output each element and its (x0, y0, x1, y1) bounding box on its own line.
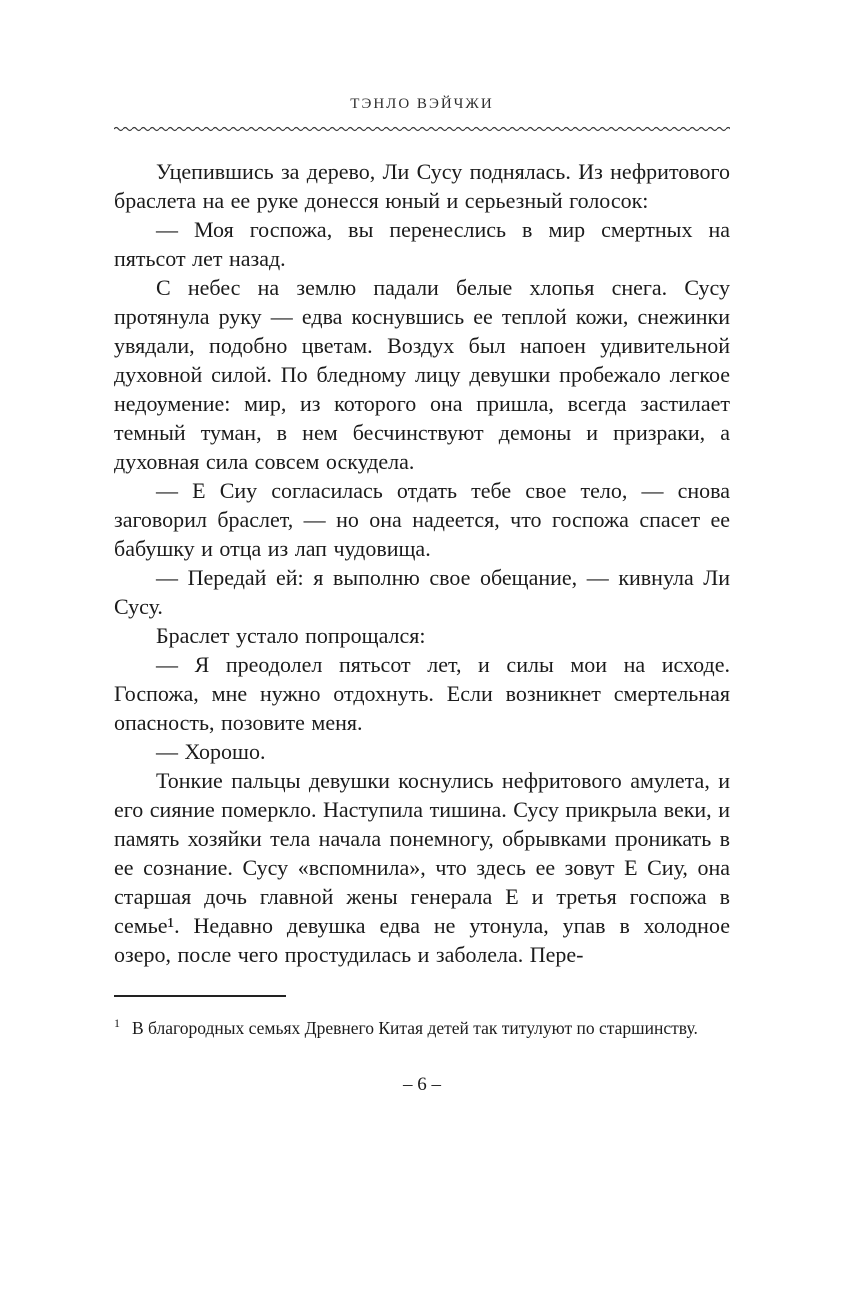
paragraph: С небес на землю падали белые хлопья снега. Сусу протянула руку — едва коснувшись ее теплой кожи, снежинки увядали, подобно цветам. Воздух был напоен удивительной духовной силой. По бледному лицу девушки пробежало легкое недоумение: мир, из которого она пришла, всегда застилает темный туман, в нем бесчинствуют демоны и призраки, а духовная сила совсем оскудела. (114, 275, 730, 474)
paragraph: — Я преодолел пятьсот лет, и силы мои на исходе. Госпожа, мне нужно отдохнуть. Если возникнет смертельная опасность, позовите меня. (114, 652, 730, 735)
page-number: – 6 – (403, 1074, 441, 1096)
paragraph: Тонкие пальцы девушки коснулись нефритового амулета, и его сияние померкло. Наступила тишина. Сусу прикрыла веки, и память хозяйки тела начала понемногу, обрывками проникать в ее сознание. Сусу «вспомнила», что здесь ее зовут Е Сиу, она старшая дочь главной жены генерала Е и третья госпожа в семье¹. Недавно девушка едва не утонула, упав в холодное озеро, после чего простудилась и заболела. Пере- (114, 768, 730, 967)
paragraph: Браслет устало попрощался: (156, 623, 426, 648)
paragraph: — Хорошо. (156, 739, 266, 764)
running-header: ТЭНЛО ВЭЙЧЖИ (350, 96, 494, 112)
wavy-divider-line (114, 125, 730, 133)
paragraph: — Передай ей: я выполню свое обещание, — кивнула Ли Сусу. (114, 565, 730, 619)
footnote-text: В благородных семьях Древнего Китая детей так титулуют по старшинству. (132, 1017, 698, 1038)
paragraph: — Е Сиу согласилась отдать тебе свое тело, — снова заговорил браслет, — но она надеется, что госпожа спасет ее бабушку и отца из лап чудовища. (114, 478, 730, 561)
wavy-divider (114, 125, 730, 133)
body-text (114, 157, 730, 969)
footnote (114, 1011, 730, 1040)
paragraph: — Моя госпожа, вы перенеслись в мир смертных на пятьсот лет назад. (114, 217, 730, 271)
footnote-marker: 1 (114, 1016, 120, 1030)
footnote-separator (114, 995, 286, 997)
paragraph: Уцепившись за дерево, Ли Сусу поднялась. Из нефритового браслета на ее руке донесся юный и серьезный голосок: (114, 159, 730, 213)
